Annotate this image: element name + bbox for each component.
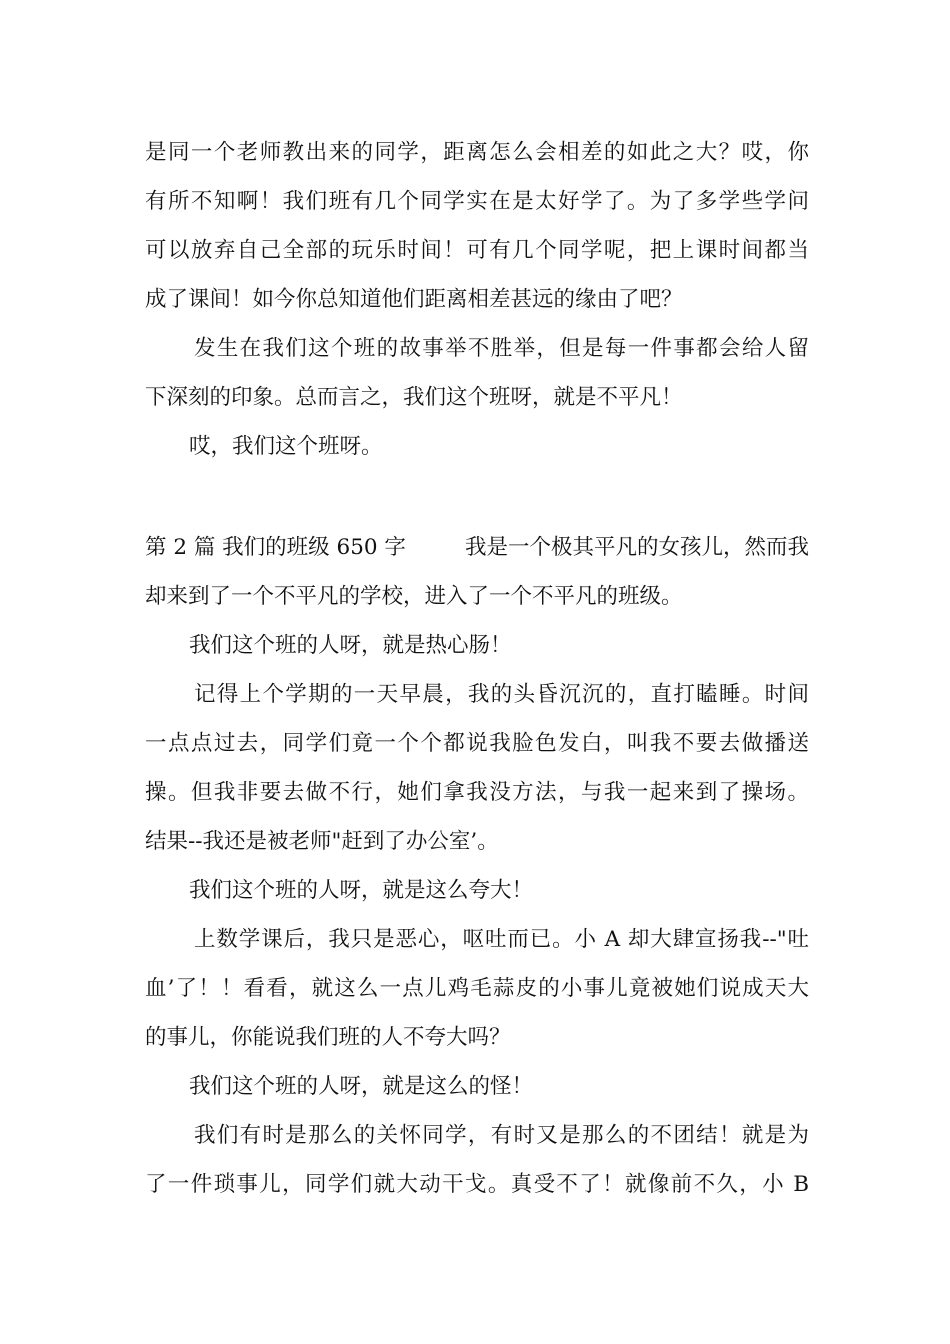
document-page: [145, 128, 809, 1209]
paragraph-line: 记得上个学期的一天早晨，我的头昏沉沉的，直打瞌睡。时间: [194, 682, 809, 707]
paragraph-line: 我们有时是那么的关怀同学，有时又是那么的不团结！就是为: [194, 1123, 809, 1148]
paragraph-line: 操。但我非要去做不行，她们拿我没方法，与我一起来到了操场。: [145, 780, 809, 805]
paragraph-line: 了一件琐事儿，同学们就大动干戈。真受不了！就像前不久，小 B: [145, 1172, 809, 1197]
section-gap: [145, 471, 809, 523]
paragraph-line: 我们这个班的人呀，就是热心肠！: [189, 633, 512, 658]
paragraph-line: 结果--我还是被老师"赶到了办公室’。: [145, 829, 499, 854]
paragraph-line: 上数学课后，我只是恶心，呕吐而已。小 A 却大肆宣扬我--"吐: [194, 927, 809, 952]
paragraph-line: 血’了！！看看，就这么一点儿鸡毛蒜皮的小事儿竟被她们说成天大: [145, 976, 809, 1001]
paragraph-line: 哎，我们这个班呀。: [189, 434, 383, 459]
paragraph-line: 我是一个极其平凡的女孩儿，然而我: [464, 535, 809, 560]
paragraph-line: 的事儿，你能说我们班的人不夸大吗？: [145, 1025, 511, 1050]
paragraph-line: 我们这个班的人呀，就是这么夸大！: [189, 878, 534, 903]
paragraph-line: 有所不知啊！我们班有几个同学实在是太好学了。为了多学些学问: [145, 189, 809, 214]
paragraph-line: 可以放弃自己全部的玩乐时间！可有几个同学呢，把上课时间都当: [145, 238, 809, 263]
paragraph-line: 是同一个老师教出来的同学，距离怎么会相差的如此之大？哎，你: [145, 140, 809, 165]
paragraph-line: 发生在我们这个班的故事举不胜举，但是每一件事都会给人留: [194, 336, 809, 361]
paragraph-line: 成了课间！如今你总知道他们距离相差甚远的缘由了吧？: [145, 287, 683, 312]
paragraph-line: 下深刻的印象。总而言之，我们这个班呀，就是不平凡！: [145, 385, 683, 410]
section-title: 第 2 篇 我们的班级 650 字: [145, 535, 406, 560]
section-heading-line: [145, 523, 809, 572]
paragraph-line: 却来到了一个不平凡的学校，进入了一个不平凡的班级。: [145, 584, 683, 609]
paragraph-line: 一点点过去，同学们竟一个个都说我脸色发白，叫我不要去做播送: [145, 731, 809, 756]
paragraph-line: 我们这个班的人呀，就是这么的怪！: [189, 1074, 534, 1099]
